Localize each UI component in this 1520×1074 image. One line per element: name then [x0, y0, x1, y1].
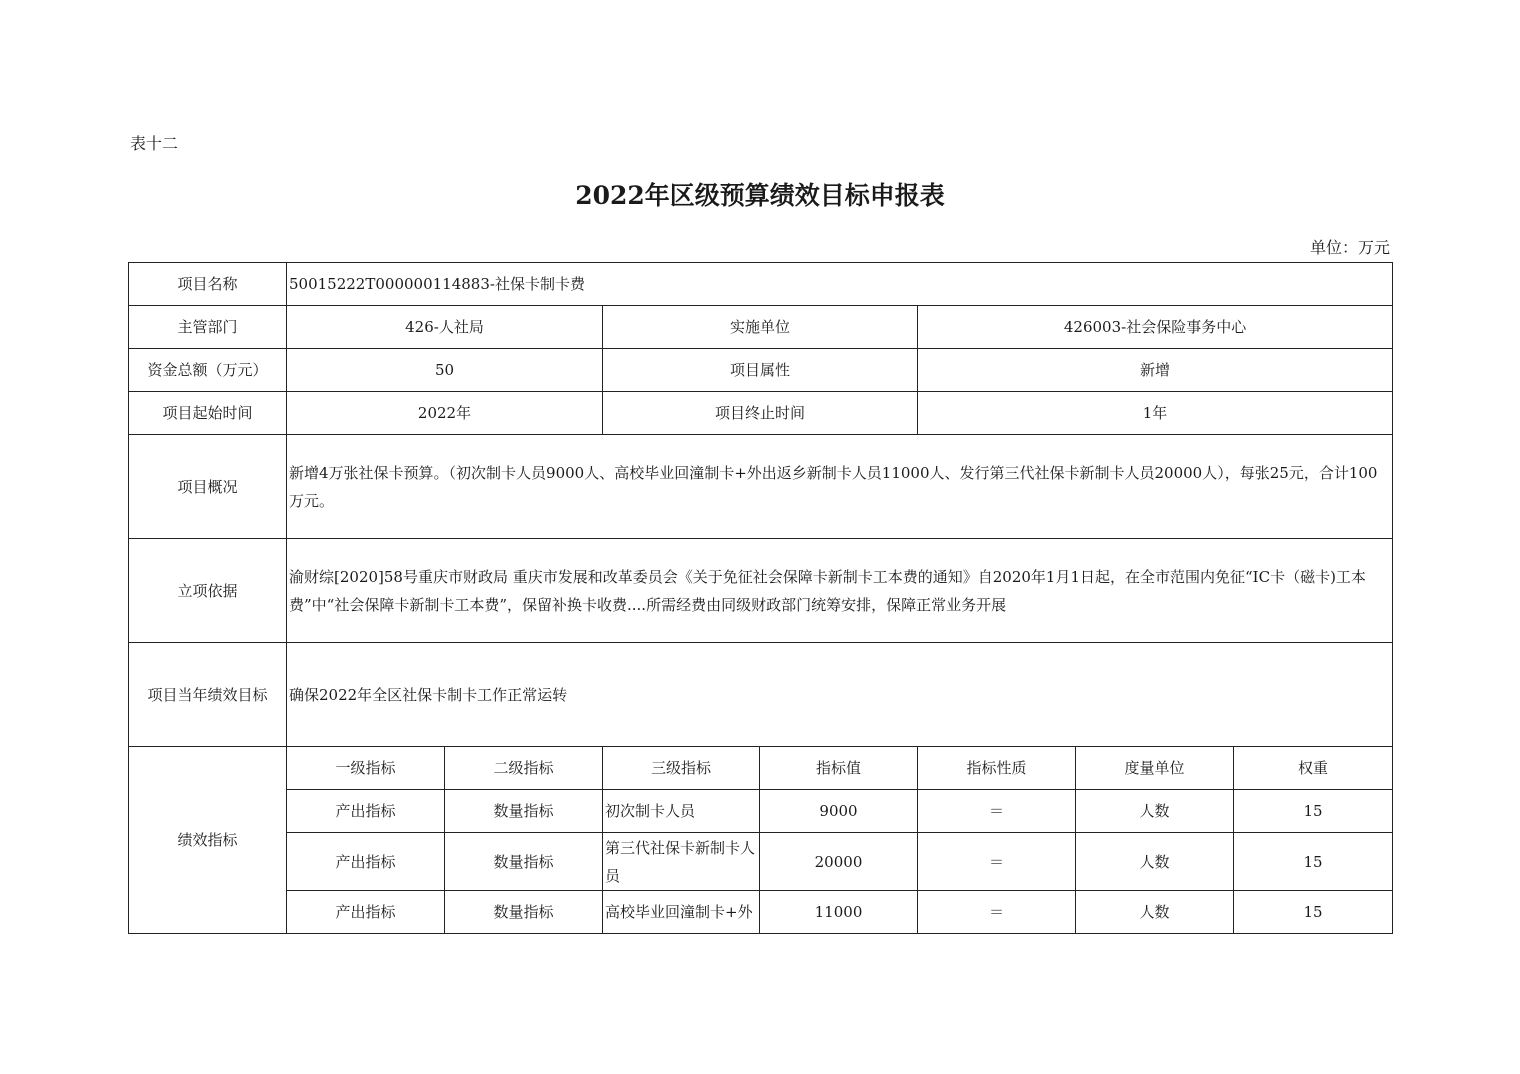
- start-time-label: 项目起始时间: [129, 392, 287, 435]
- indicator-nature: ＝: [918, 891, 1076, 934]
- overview-label: 项目概况: [129, 435, 287, 539]
- column-header: 指标值: [760, 747, 918, 790]
- weight: 15: [1234, 891, 1393, 934]
- measure-unit: 人数: [1076, 891, 1234, 934]
- indicator-nature: ＝: [918, 833, 1076, 891]
- row-period: [129, 392, 1393, 435]
- end-time-value: 1年: [918, 392, 1393, 435]
- indicator-value: 9000: [760, 790, 918, 833]
- project-attribute-label: 项目属性: [603, 349, 918, 392]
- level2-indicator: 数量指标: [445, 790, 603, 833]
- basis-value: 渝财综[2020]58号重庆市财政局 重庆市发展和改革委员会《关于免征社会保障卡新制卡工本费的通知》自2020年1月1日起，在全市范围内免征“IC卡（磁卡)工本费”中“社会保障卡新制卡工本费”，保留补换卡收费....所需经费由同级财政部门统筹安排，保障正常业务开展: [289, 567, 1366, 614]
- budget-performance-table: [128, 262, 1393, 934]
- implementing-unit-value: 426003-社会保险事务中心: [918, 306, 1393, 349]
- level2-indicator: 数量指标: [445, 891, 603, 934]
- basis-label: 立项依据: [129, 539, 287, 643]
- column-header: 指标性质: [918, 747, 1076, 790]
- column-header: 权重: [1234, 747, 1393, 790]
- project-attribute-value: 新增: [918, 349, 1393, 392]
- indicator-value: 20000: [760, 833, 918, 891]
- column-header: 度量单位: [1076, 747, 1234, 790]
- level1-indicator: 产出指标: [287, 790, 445, 833]
- project-name-value: 50015222T000000114883-社保卡制卡费: [287, 263, 1393, 306]
- row-basis: [129, 539, 1393, 643]
- row-project-name: [129, 263, 1393, 306]
- column-header: 二级指标: [445, 747, 603, 790]
- level3-indicator: 第三代社保卡新制卡人员: [605, 838, 756, 885]
- table-number-label: 表十二: [130, 134, 179, 153]
- weight: 15: [1234, 790, 1393, 833]
- overview-value: 新增4万张社保卡预算。（初次制卡人员9000人、高校毕业回潼制卡+外出返乡新制卡人员11000人、发行第三代社保卡新制卡人员20000人），每张25元，合计100万元。: [289, 463, 1378, 510]
- implementing-unit-label: 实施单位: [603, 306, 918, 349]
- indicator-value: 11000: [760, 891, 918, 934]
- weight: 15: [1234, 833, 1393, 891]
- column-header: 三级指标: [603, 747, 760, 790]
- measure-unit: 人数: [1076, 790, 1234, 833]
- table-row: [129, 833, 1393, 891]
- row-annual-goal: [129, 643, 1393, 747]
- annual-goal-value: 确保2022年全区社保卡制卡工作正常运转: [287, 643, 1393, 747]
- department-label: 主管部门: [129, 306, 287, 349]
- indicator-header-row: [129, 747, 1393, 790]
- total-funds-label: 资金总额（万元）: [129, 349, 287, 392]
- level1-indicator: 产出指标: [287, 891, 445, 934]
- indicators-section-label: 绩效指标: [129, 747, 287, 934]
- annual-goal-label: 项目当年绩效目标: [129, 643, 287, 747]
- level3-indicator: 初次制卡人员: [603, 790, 760, 833]
- level1-indicator: 产出指标: [287, 833, 445, 891]
- end-time-label: 项目终止时间: [603, 392, 918, 435]
- column-header: 一级指标: [287, 747, 445, 790]
- level3-indicator: 高校毕业回潼制卡+外: [603, 891, 760, 934]
- unit-label: 单位：万元: [1309, 238, 1390, 257]
- row-overview: [129, 435, 1393, 539]
- row-department: [129, 306, 1393, 349]
- start-time-value: 2022年: [287, 392, 603, 435]
- table-row: [129, 891, 1393, 934]
- measure-unit: 人数: [1076, 833, 1234, 891]
- level2-indicator: 数量指标: [445, 833, 603, 891]
- row-funding: [129, 349, 1393, 392]
- page-title: 2022年区级预算绩效目标申报表: [575, 181, 945, 210]
- project-name-label: 项目名称: [129, 263, 287, 306]
- indicator-nature: ＝: [918, 790, 1076, 833]
- total-funds-value: 50: [287, 349, 603, 392]
- table-row: [129, 790, 1393, 833]
- department-value: 426-人社局: [287, 306, 603, 349]
